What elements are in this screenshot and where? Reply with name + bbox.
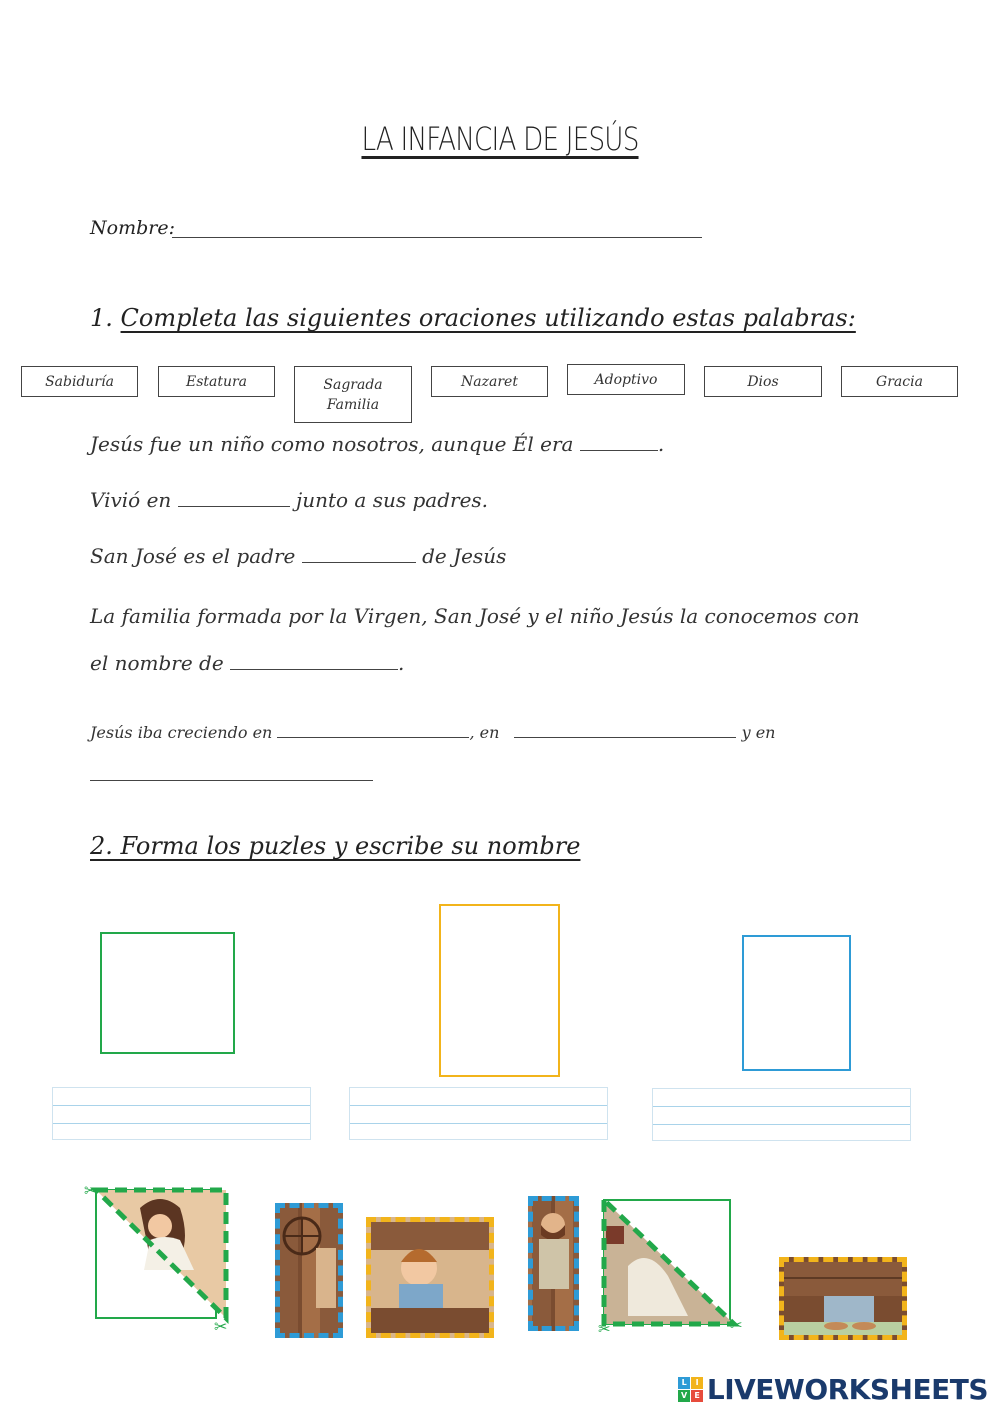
question-2-heading: 2. Forma los puzles y escribe su nombre xyxy=(90,832,581,860)
sentence-5-mid: , en xyxy=(469,723,500,742)
wheel-icon xyxy=(280,1208,338,1333)
logo-squares-icon: L I V E xyxy=(678,1377,703,1402)
sentence-5-end: y en xyxy=(741,723,776,742)
sentence-5-text: Jesús iba creciendo en xyxy=(90,723,273,742)
puzzle-frame-green[interactable] xyxy=(100,932,235,1054)
logo-text: LIVEWORKSHEETS xyxy=(706,1373,988,1406)
boy-carpenter-icon xyxy=(371,1222,489,1333)
answer-lines-2[interactable] xyxy=(349,1087,608,1140)
word-card-gracia[interactable]: Gracia xyxy=(841,366,958,397)
puzzle-piece-green-1[interactable] xyxy=(80,1178,240,1334)
joseph-icon xyxy=(533,1201,574,1326)
scissors-icon: ✂ xyxy=(598,1320,611,1336)
blank-7[interactable] xyxy=(90,780,373,781)
puzzle-piece-blue-2[interactable] xyxy=(528,1196,579,1331)
sentence-1-text: Jesús fue un niño como nosotros, aunque Él era xyxy=(90,432,574,456)
question-1-number: 1. xyxy=(90,304,113,332)
sentence-2-end: junto a sus padres. xyxy=(296,488,489,512)
question-1-instruction: Completa las siguientes oraciones utilizando estas palabras: xyxy=(120,304,856,332)
scissors-icon: ✂ xyxy=(214,1317,228,1334)
page-title: LA INFANCIA DE JESÚS xyxy=(361,120,639,158)
blank-5[interactable] xyxy=(277,723,469,738)
sentence-2 xyxy=(90,488,488,512)
scissors-icon: ✂ xyxy=(84,1181,98,1200)
puzzle-frame-yellow[interactable] xyxy=(439,904,560,1077)
blank-1[interactable] xyxy=(580,436,658,451)
answer-lines-3[interactable] xyxy=(652,1088,911,1141)
blank-4[interactable] xyxy=(230,655,398,670)
sentence-4-line-1: La familia formada por la Virgen, San José y el niño Jesús la conocemos con xyxy=(90,604,860,628)
liveworksheets-logo xyxy=(678,1373,988,1406)
sentence-3-end: de Jesús xyxy=(422,544,507,568)
sentence-2-text: Vivió en xyxy=(90,488,172,512)
sentence-3 xyxy=(90,544,506,568)
sentence-1-end: . xyxy=(657,432,665,456)
name-label: Nombre: xyxy=(90,217,175,239)
sentence-3-text: San José es el padre xyxy=(90,544,296,568)
word-card-estatura[interactable]: Estatura xyxy=(158,366,275,397)
word-card-sagrada-familia[interactable]: Sagrada Familia xyxy=(294,366,412,423)
puzzle-piece-blue-1[interactable] xyxy=(275,1203,343,1338)
puzzle-frame-blue[interactable] xyxy=(742,935,851,1071)
answer-lines-1[interactable] xyxy=(52,1087,311,1140)
name-input-line[interactable] xyxy=(172,237,702,238)
blank-3[interactable] xyxy=(302,548,416,563)
feet-sandals-icon xyxy=(784,1262,902,1335)
puzzle-piece-yellow-2[interactable] xyxy=(779,1257,907,1340)
blank-6[interactable] xyxy=(514,723,736,738)
sentence-1 xyxy=(90,432,664,456)
word-card-nazaret[interactable]: Nazaret xyxy=(431,366,548,397)
word-card-dios[interactable]: Dios xyxy=(704,366,822,397)
puzzle-piece-yellow-1[interactable] xyxy=(366,1217,494,1338)
word-card-adoptivo[interactable]: Adoptivo xyxy=(567,364,685,395)
sentence-5 xyxy=(90,723,775,742)
sentence-4-end: . xyxy=(398,651,405,675)
question-1-heading xyxy=(90,304,856,332)
sentence-4-text: el nombre de xyxy=(90,651,224,675)
girl-face-icon xyxy=(148,1214,172,1238)
scissors-icon: ✂ xyxy=(730,1316,743,1334)
word-card-sabiduria[interactable]: Sabiduría xyxy=(21,366,138,397)
puzzle-piece-green-2[interactable] xyxy=(598,1196,750,1336)
sentence-4-line-2 xyxy=(90,651,404,675)
blank-2[interactable] xyxy=(178,492,290,507)
